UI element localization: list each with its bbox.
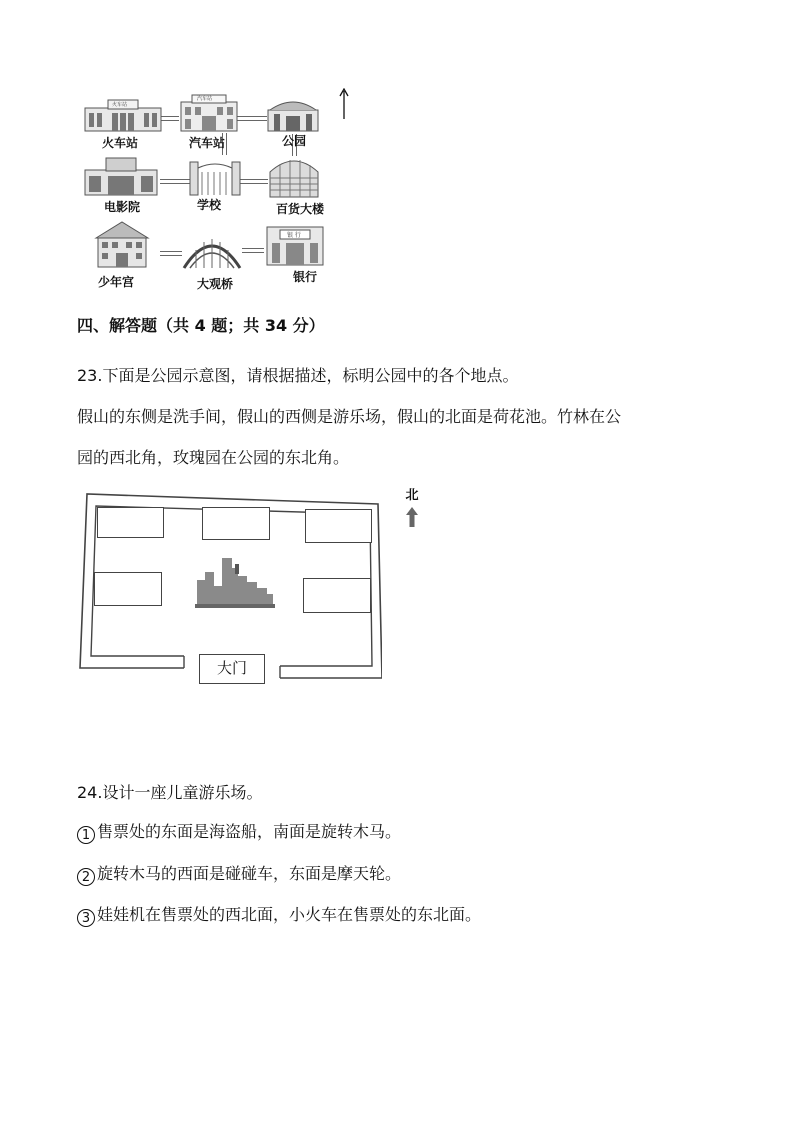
item-text: 娃娃机在售票处的西北面，小火车在售票处的东北面。: [97, 905, 482, 924]
youth-palace-icon: [94, 220, 150, 268]
park-north-indicator: [402, 488, 422, 528]
label-bank: 银行: [293, 270, 318, 284]
item-number-circle: 1: [77, 826, 95, 844]
blank-box-west: [94, 572, 162, 606]
label-bridge: 大观桥: [197, 277, 234, 291]
school-gate-icon: [188, 158, 242, 196]
train-station-icon: [84, 98, 162, 132]
item-number-circle: 3: [77, 909, 95, 927]
item-text: 售票处的东面是海盗船，南面是旋转木马。: [97, 822, 402, 841]
road-connector: [161, 116, 179, 121]
bank-sign: 银 行: [287, 232, 301, 239]
bus-station-icon: [180, 94, 238, 132]
park-map: [78, 492, 382, 687]
park-north-arrow-icon: [405, 506, 419, 528]
question-23-line2: 园的西北角，玫瑰园在公园的东北角。: [77, 448, 350, 467]
rockery-icon: [195, 554, 275, 612]
town-map: [80, 88, 370, 293]
label-bus-station: 汽车站: [189, 136, 226, 150]
label-department-store: 百货大楼: [276, 202, 325, 216]
road-connector: [237, 116, 267, 121]
label-train-station: 火车站: [102, 136, 139, 150]
question-24-item-2: [77, 864, 401, 886]
label-cinema: 电影院: [104, 200, 141, 214]
section-heading: 四、解答题（共 4 题；共 34 分）: [77, 316, 325, 335]
gate-sign: [199, 654, 265, 684]
label-school: 学校: [197, 198, 222, 212]
gate-label: 大门: [216, 659, 247, 677]
road-connector: [160, 179, 190, 184]
question-24-stem: 24.设计一座儿童游乐场。: [77, 783, 263, 802]
station-sign: 火车站: [112, 102, 128, 108]
question-23-line1: 假山的东侧是洗手间，假山的西侧是游乐场，假山的北面是荷花池。竹林在公: [77, 407, 622, 426]
road-connector: [160, 251, 182, 256]
park-gate-icon: [266, 96, 320, 132]
label-youth-palace: 少年宫: [98, 275, 135, 289]
item-text: 旋转木马的西面是碰碰车，东面是摩天轮。: [97, 864, 402, 883]
road-connector: [242, 248, 264, 253]
question-24-item-1: [77, 822, 401, 844]
station-sign: 汽车站: [197, 96, 213, 102]
blank-box-north: [202, 507, 270, 540]
north-arrow-icon: [338, 88, 350, 124]
question-23-stem: 23.下面是公园示意图，请根据描述，标明公园中的各个地点。: [77, 366, 519, 385]
bank-icon: [266, 226, 324, 266]
label-park: 公园: [282, 134, 307, 148]
blank-box-northeast: [305, 509, 372, 543]
bridge-icon: [182, 228, 242, 272]
blank-box-east: [303, 578, 371, 613]
north-label: 北: [405, 488, 419, 503]
department-store-icon: [266, 152, 322, 198]
road-connector: [240, 179, 268, 184]
cinema-icon: [84, 156, 158, 196]
blank-box-northwest: [97, 507, 164, 538]
question-24-item-3: [77, 905, 481, 927]
item-number-circle: 2: [77, 868, 95, 886]
